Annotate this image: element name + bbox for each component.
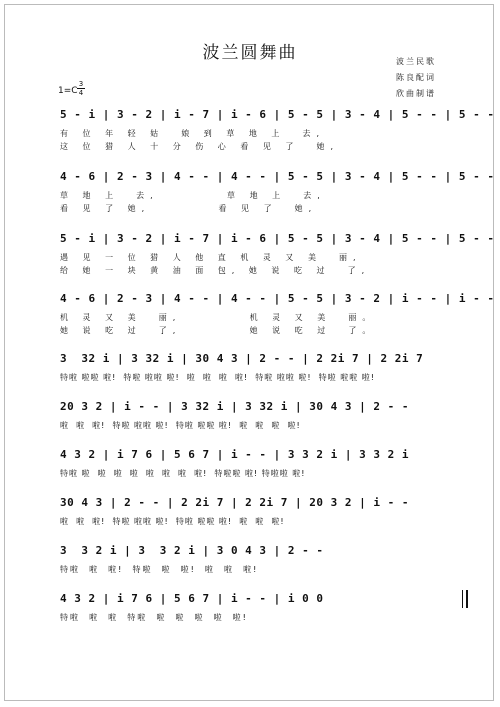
lyrics-line-9: 特啦 啦 啦! 特啦 啦 啦! 啦 啦 啦! (60, 565, 259, 574)
notation-line-2: 4 - 6 | 2 - 3 | 4 - - | 4 - - | 5 - 5 | 3 - 4 | 5 - - | 5 - - (60, 170, 495, 183)
lyrics-line-4b: 她 说 吃 过 了, 她 说 吃 过 了。 (60, 326, 377, 335)
credit-notation: 欣曲制谱 (396, 89, 436, 98)
lyrics-line-1b: 这 位 猎 人 十 分 伤 心 看 见 了 她, (60, 142, 340, 151)
final-barline-thin (462, 590, 463, 608)
lyrics-line-10: 特啦 啦 啦 特啦 啦 啦 啦 啦 啦! (60, 613, 248, 622)
final-barline-thick (466, 590, 468, 608)
credit-origin: 波兰民歌 (396, 57, 436, 66)
lyrics-line-3a: 遇 见 一 位 猎 人 他 直 机 灵 又 美 丽, (60, 253, 362, 262)
time-signature-bottom: 4 (78, 89, 84, 97)
lyrics-line-1a: 有 位 年 轻 姑 娘 到 草 地 上 去, (60, 129, 326, 138)
time-signature-top: 3 (78, 80, 84, 88)
notation-line-8: 30 4 3 | 2 - - | 2 2i 7 | 2 2i 7 | 20 3 2 | i - - (60, 496, 410, 509)
credit-lyrics: 陈良配词 (396, 73, 436, 82)
notation-line-4: 4 - 6 | 2 - 3 | 4 - - | 4 - - | 5 - 5 | 3 - 2 | i - - | i - - (60, 292, 495, 305)
lyrics-line-7: 特啦 啦 啦 啦 啦 啦 啦 啦 啦! 特啦啦 啦! 特啦啦 啦! (60, 469, 306, 478)
lyrics-line-2a: 草 地 上 去, 草 地 上 去, (60, 191, 326, 200)
notation-line-9: 3 3 2 i | 3 3 2 i | 3 0 4 3 | 2 - - (60, 544, 324, 557)
lyrics-line-2b: 看 见 了 她, 看 见 了 她, (60, 204, 318, 213)
notation-line-3: 5 - i | 3 - 2 | i - 7 | i - 6 | 5 - 5 | 3 - 4 | 5 - - | 5 - - (60, 232, 495, 245)
lyrics-line-6: 啦 啦 啦! 特啦 啦啦 啦! 特啦 啦啦 啦! 啦 啦 啦 啦! (60, 421, 301, 430)
notation-line-1: 5 - i | 3 - 2 | i - 7 | i - 6 | 5 - 5 | 3 - 4 | 5 - - | 5 - - (60, 108, 495, 121)
lyrics-line-5: 特啦 啦啦 啦! 特啦 啦啦 啦! 啦 啦 啦 啦! 特啦 啦啦 啦! 特啦 啦啦 啦! (60, 373, 375, 382)
song-title: 波兰圆舞曲 (202, 43, 298, 63)
time-signature (77, 80, 85, 97)
lyrics-line-8: 啦 啦 啦! 特啦 啦啦 啦! 特啦 啦啦 啦! 啦 啦 啦! (60, 517, 285, 526)
lyrics-line-4a: 机 灵 又 美 丽, 机 灵 又 美 丽。 (60, 313, 377, 322)
key-signature: 1=C (58, 86, 78, 96)
notation-line-5: 3 32 i | 3 32 i | 30 4 3 | 2 - - | 2 2i 7 | 2 2i 7 (60, 352, 424, 365)
lyrics-line-3b: 给 她 一 块 黄 油 面 包, 她 说 吃 过 了, (60, 266, 371, 275)
notation-line-7: 4 3 2 | i 7 6 | 5 6 7 | i - - | 3 3 2 i | 3 3 2 i (60, 448, 410, 461)
notation-line-6: 20 3 2 | i - - | 3 32 i | 3 32 i | 30 4 3 | 2 - - (60, 400, 410, 413)
notation-line-10: 4 3 2 | i 7 6 | 5 6 7 | i - - | i 0 0 (60, 592, 324, 605)
